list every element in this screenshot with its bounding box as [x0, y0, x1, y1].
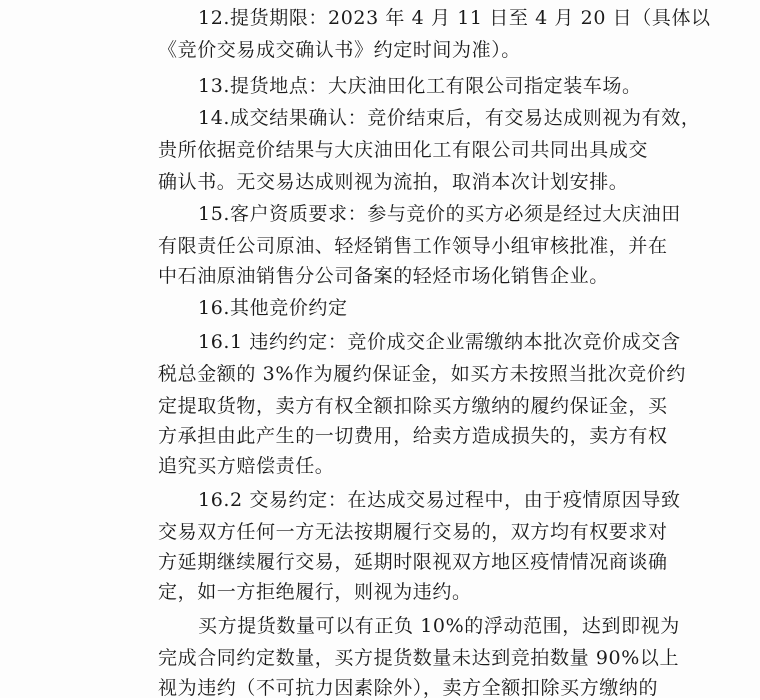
clause-14-line-3: 确认书。无交易达成则视为流拍，取消本次计划安排。	[158, 171, 629, 193]
clause-16-1-line-5: 追究买方赔偿责任。	[158, 455, 335, 477]
clause-12-line-2: 《竞价交易成交确认书》约定时间为准）。	[158, 39, 521, 61]
clause-15-line-2: 有限责任公司原油、轻烃销售工作领导小组审核批准，并在	[158, 235, 668, 257]
clause-16-2-line-2: 交易双方任何一方无法按期履行交易的，双方均有权要求对	[158, 521, 668, 543]
clause-16-1-line-2: 税总金额的 3%作为履约保证金，如买方未按照当批次竞价约	[158, 363, 686, 385]
clause-15-line-1: 15.客户资质要求：参与竞价的买方必须是经过大庆油田	[198, 203, 681, 225]
clause-16-1-line-4: 方承担由此产生的一切费用，给卖方造成损失的，卖方有权	[158, 425, 668, 447]
clause-14-line-2: 贵所依据竞价结果与大庆油田化工有限公司共同出具成交	[158, 139, 649, 161]
quantity-paragraph-line-3: 视为违约（不可抗力因素除外），卖方全额扣除买方缴纳的	[158, 677, 659, 699]
clause-12-line-1: 12.提货期限：2023 年 4 月 11 日至 4 月 20 日（具体以	[198, 7, 711, 29]
quantity-paragraph-line-1: 买方提货数量可以有正负 10%的浮动范围，达到即视为	[198, 615, 680, 637]
clause-16-heading: 16.其他竞价约定	[198, 297, 348, 319]
clause-16-2-line-3: 方延期继续履行交易，延期时限视双方地区疫情情况商谈确	[158, 551, 668, 573]
quantity-paragraph-line-2: 完成合同约定数量，买方提货数量未达到竞拍数量 90%以上	[158, 647, 680, 669]
clause-16-1-line-1: 16.1 违约约定：竞价成交企业需缴纳本批次竞价成交含	[198, 331, 681, 353]
clause-16-2-line-4: 定，如一方拒绝履行，则视为违约。	[158, 581, 472, 603]
clause-15-line-3: 中石油原油销售分公司备案的轻烃市场化销售企业。	[158, 265, 609, 287]
clause-16-2-line-1: 16.2 交易约定：在达成交易过程中，由于疫情原因导致	[198, 489, 681, 511]
clause-14-line-1: 14.成交结果确认：竞价结束后，有交易达成则视为有效，	[198, 107, 701, 129]
clause-13-line-1: 13.提货地点：大庆油田化工有限公司指定装车场。	[198, 75, 642, 97]
clause-16-1-line-3: 定提取货物，卖方有权全额扣除买方缴纳的履约保证金，买	[158, 395, 668, 417]
